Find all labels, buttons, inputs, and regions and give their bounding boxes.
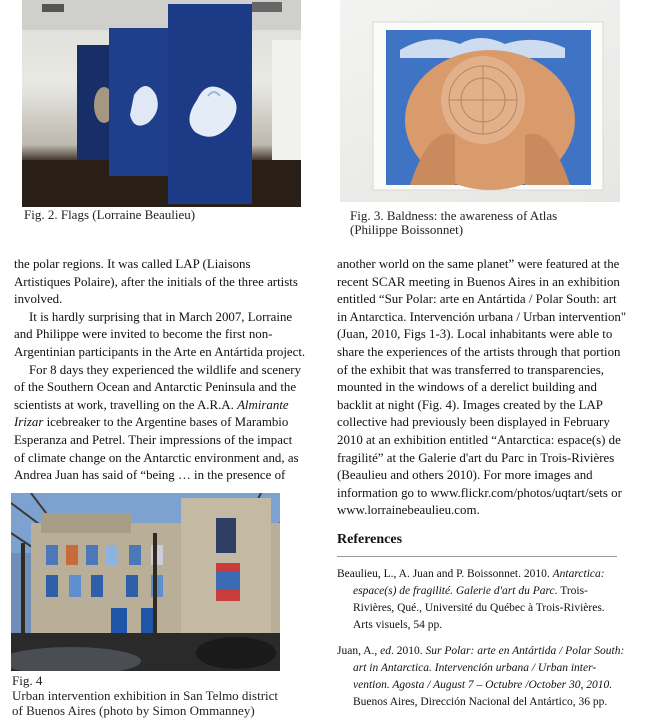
text-line: in Antarctica. Intervención urbana / Urban intervention" — [337, 309, 627, 324]
text-line: Esperanza and Petrel. Their impressions of the impact — [14, 432, 293, 447]
text-line: involved. — [14, 292, 63, 307]
text-line: For 8 days they experienced the wildlife and scenery — [29, 362, 302, 377]
text-line: Andrea Juan has said of “being … in the presence of — [14, 468, 286, 483]
ref-title: art in Antarctica. Intervención urbana / Urban inter- — [353, 662, 597, 674]
text-line — [14, 414, 306, 432]
ref-title: vention. Agosta / August 7 – Octubre /October 30, 2010. — [353, 679, 613, 691]
text-line: the polar regions. It was called LAP (Liaisons — [14, 257, 251, 271]
ref-continuation: Buenos Aires, Dirección Nacional del Antártico, 36 pp. — [353, 696, 608, 708]
flags-photo-illustration — [22, 0, 301, 207]
references-divider — [337, 556, 617, 557]
figure-4-urban-intervention-photo — [11, 493, 280, 671]
text-line: Argentinian participants in the Arte en Antártida project. — [14, 344, 306, 359]
ref-text: Juan, A., — [337, 645, 381, 657]
text-line: Artistiques Polaire), after the initials of the three artists — [14, 274, 298, 289]
ref-title: espace(s) de fragilité. Galerie d'art du Parc — [353, 585, 555, 597]
figure-4-caption-line-1: Fig. 4 — [12, 673, 43, 688]
figure-2-flags-photo — [22, 0, 301, 207]
text-line: mounted in the windows of a derelict building and — [337, 380, 597, 395]
ref-continuation: Rivières, Qué., Université du Québec à Trois-Rivières. — [353, 602, 605, 614]
ref-continuation — [337, 677, 627, 694]
text-line: www.lorrainebeaulieu.com. — [337, 503, 480, 518]
text-line: of the Southern Ocean and Antarctic Peninsula and the — [14, 380, 297, 395]
ref-text: Beaulieu, L., A. Juan and P. Boissonnet. 2010. — [337, 568, 553, 580]
figure-3-baldness-photo — [340, 0, 620, 202]
text-line: entitled “Sur Polar: arte en Antártida / Polar South: art — [337, 292, 617, 307]
ref-editor-italic: ed — [380, 645, 391, 657]
ship-name-italic: Almirante — [237, 397, 289, 412]
text-line: 2010 at an exhibition entitled “Antarctica: espace(s) de — [337, 432, 621, 447]
ref-continuation — [337, 660, 627, 677]
text-span: scientists at work, travelling on the A.R.A. — [14, 397, 238, 412]
left-text-column — [14, 256, 306, 485]
text-line: fragilité” at the Galerie d'art du Parc in Trois-Rivières — [337, 450, 615, 465]
text-line: collective had previously been displayed in February — [337, 415, 610, 430]
figure-4-caption — [12, 673, 302, 718]
reference-beaulieu-2010 — [337, 566, 627, 634]
text-line: It is hardly surprising that in March 2007, Lorraine — [29, 309, 293, 324]
ref-continuation — [337, 583, 627, 600]
text-line: of climate change on the Antarctic environment and, as — [14, 450, 299, 465]
text-line: (Beaulieu and others 2010). For more images and — [337, 468, 593, 483]
figure-4-caption-line-3: of Buenos Aires (photo by Simon Ommanney) — [12, 703, 255, 718]
ship-name-italic: Irizar — [14, 415, 44, 430]
ref-text: . 2010. — [390, 645, 426, 657]
figure-4-caption-line-2: Urban intervention exhibition in San Telmo district — [12, 688, 279, 703]
baldness-photo-illustration — [340, 0, 620, 202]
ref-text: . Trois- — [554, 585, 588, 597]
ref-title: Sur Polar: arte en Antártida / Polar South: — [425, 645, 625, 657]
ref-continuation: Arts visuels, 54 pp. — [353, 619, 443, 631]
right-text-column — [337, 256, 629, 520]
text-line — [14, 397, 306, 415]
text-line: and Philippe were invited to become the first non- — [14, 327, 273, 342]
text-line: of the exhibit that was transferred to transparencies, — [337, 362, 605, 377]
references-heading: References — [337, 532, 403, 547]
figure-2-caption: Fig. 2. Flags (Lorraine Beaulieu) — [24, 207, 196, 222]
text-line: recent SCAR meeting in Buenos Aires in an exhibition — [337, 274, 620, 289]
urban-photo-illustration — [11, 493, 280, 671]
ref-title: Antarctica: — [552, 568, 605, 580]
text-line: (Juan, 2010, Figs 1-3). Local inhabitants were able to — [337, 327, 613, 342]
figure-3-caption — [350, 209, 630, 237]
text-line: another world on the same planet” were featured at the — [337, 257, 620, 271]
text-span: icebreaker to the Argentine bases of Marambio — [43, 415, 289, 430]
reference-juan-2010 — [337, 643, 627, 711]
text-line: share the experiences of the artists through that portion — [337, 344, 621, 359]
text-line: backlit at night (Fig. 4). Images created by the LAP — [337, 397, 603, 412]
text-line: information go to www.flickr.com/photos/uqtart/sets or — [337, 485, 622, 500]
figure-3-caption-line-1: Fig. 3. Baldness: the awareness of Atlas — [350, 208, 558, 223]
figure-3-caption-line-2: (Philippe Boissonnet) — [350, 222, 464, 237]
